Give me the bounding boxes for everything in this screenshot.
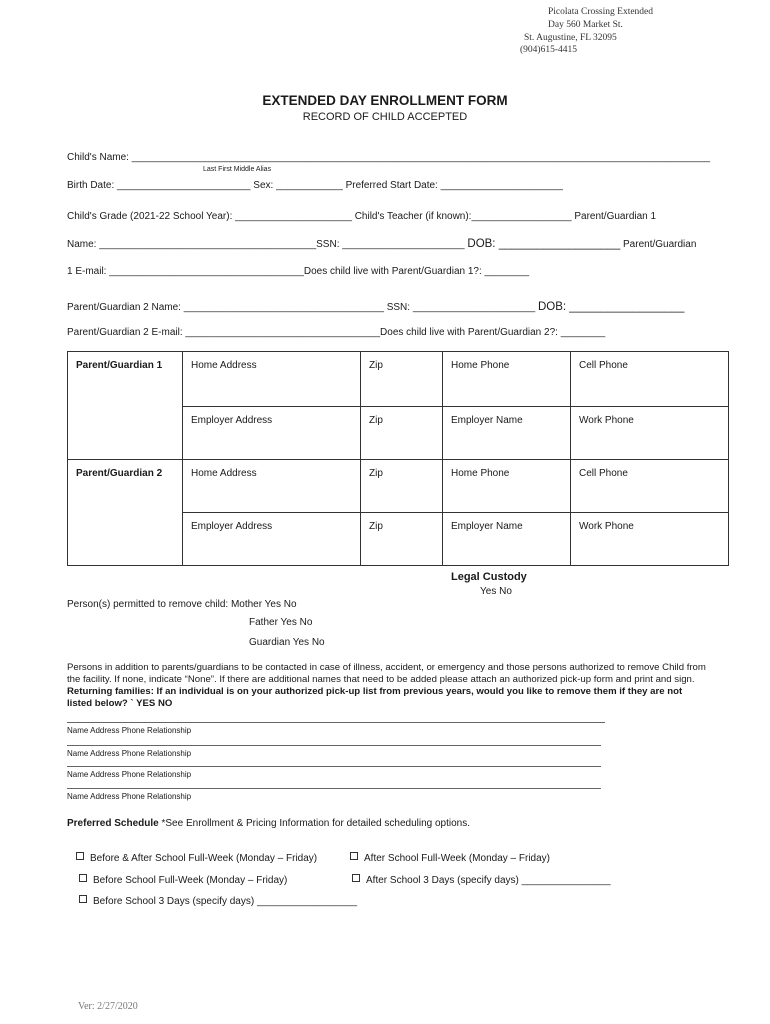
pg2-email-line[interactable]: Parent/Guardian 2 E-mail: ___________________________________Does child live with Parent/Guardian 2?: ________ xyxy=(67,327,606,338)
schedule-option-after-full[interactable] xyxy=(350,852,550,864)
schedule-option-before-3days[interactable] xyxy=(79,895,357,907)
contact-row-4-label: Name Address Phone Relationship xyxy=(67,792,192,801)
schedule-option-label: After School Full-Week (Monday – Friday) xyxy=(364,853,550,864)
checkbox-icon[interactable] xyxy=(79,895,87,903)
preferred-schedule-note: *See Enrollment & Pricing Information for detailed scheduling options. xyxy=(158,818,471,829)
contact-row-2-label: Name Address Phone Relationship xyxy=(67,749,192,758)
emergency-contacts-instructions xyxy=(67,662,707,710)
schedule-option-label: Before & After School Full-Week (Monday – Friday) xyxy=(90,853,318,864)
pg1-name-line[interactable] xyxy=(67,238,696,250)
schedule-option-after-3days[interactable] xyxy=(352,874,611,886)
pg2-home-zip-cell[interactable]: Zip xyxy=(361,460,443,513)
removal-father-line[interactable]: Father Yes No xyxy=(249,617,313,628)
pg1-employer-name-cell[interactable]: Employer Name xyxy=(443,407,571,460)
schedule-option-label: Before School 3 Days (specify days) __________________ xyxy=(93,896,358,907)
grade-line[interactable]: Child's Grade (2021-22 School Year): _____________________ Child's Teacher (if known):__________________ Parent/Guardian 1 xyxy=(67,211,657,222)
legal-custody-yes-no[interactable]: Yes No xyxy=(480,586,512,597)
pg1-label-cell: Parent/Guardian 1 xyxy=(68,352,183,460)
contact-line-1[interactable] xyxy=(67,722,605,723)
guardian-contact-table xyxy=(67,351,729,566)
pg2-home-phone-cell[interactable]: Home Phone xyxy=(443,460,571,513)
pg1-dob: DOB: ___________________ xyxy=(467,238,621,250)
address-line-1: Picolata Crossing Extended xyxy=(548,7,654,17)
checkbox-icon[interactable] xyxy=(350,852,358,860)
address-line-2: Day 560 Market St. xyxy=(548,20,623,30)
preferred-schedule-label: Preferred Schedule xyxy=(67,818,159,829)
pg2-home-address-cell[interactable]: Home Address xyxy=(183,460,361,513)
address-line-3: St. Augustine, FL 32095 xyxy=(524,33,617,43)
pg2-cell-phone-cell[interactable]: Cell Phone xyxy=(571,460,729,513)
address-line-4: (904)615-4415 xyxy=(520,45,577,55)
removal-mother-line[interactable]: Person(s) permitted to remove child: Mother Yes No xyxy=(67,599,297,610)
returning-families-question: Returning families: If an individual is on your authorized pick-up list from previous years, would you like to remove them if they are not listed below? ` YES NO xyxy=(67,686,683,709)
pg2-dob: DOB: __________________ xyxy=(537,301,685,313)
pg1-home-phone-cell[interactable]: Home Phone xyxy=(443,352,571,407)
checkbox-icon[interactable] xyxy=(76,852,84,860)
birth-date-line[interactable]: Birth Date: ________________________ Sex: ____________ Preferred Start Date: ______________________ xyxy=(67,180,563,191)
pg1-work-phone-cell[interactable]: Work Phone xyxy=(571,407,729,460)
contact-line-3[interactable] xyxy=(67,766,601,767)
instructions-text: Persons in addition to parents/guardians to be contacted in case of illness, accident, or emergency and those persons authorized to remove Child from the facility. If none, indicate “None”. If there are additional names that need to be added please attach an authorized pick-up form and print and sign. xyxy=(67,662,706,685)
pg1-continue: Parent/Guardian xyxy=(620,239,697,250)
child-name-field[interactable]: Child's Name: ________________________________________________________________________________________________________ xyxy=(67,152,711,163)
pg1-home-address-cell[interactable]: Home Address xyxy=(183,352,361,407)
schedule-option-before-after-full[interactable] xyxy=(76,852,317,864)
pg2-employer-zip-cell[interactable]: Zip xyxy=(361,513,443,566)
contact-row-1-label: Name Address Phone Relationship xyxy=(67,726,192,735)
pg2-name-line[interactable] xyxy=(67,301,684,313)
contact-row-3-label: Name Address Phone Relationship xyxy=(67,770,192,779)
pg2-employer-name-cell[interactable]: Employer Name xyxy=(443,513,571,566)
pg2-work-phone-cell[interactable]: Work Phone xyxy=(571,513,729,566)
page-subtitle: RECORD OF CHILD ACCEPTED xyxy=(302,111,468,123)
pg1-name-ssn: Name: _______________________________________SSN: ______________________ xyxy=(67,239,468,250)
pg2-employer-address-cell[interactable]: Employer Address xyxy=(183,513,361,566)
pg1-home-zip-cell[interactable]: Zip xyxy=(361,352,443,407)
schedule-option-label: After School 3 Days (specify days) ________________ xyxy=(366,875,611,886)
pg2-name-ssn: Parent/Guardian 2 Name: ____________________________________ SSN: ______________________ xyxy=(67,302,538,313)
contact-line-4[interactable] xyxy=(67,788,601,789)
version-footer: Ver: 2/27/2020 xyxy=(78,1001,138,1012)
checkbox-icon[interactable] xyxy=(352,874,360,882)
pg1-employer-zip-cell[interactable]: Zip xyxy=(361,407,443,460)
legal-custody-title: Legal Custody xyxy=(451,571,527,583)
checkbox-icon[interactable] xyxy=(79,874,87,882)
pg2-label-cell: Parent/Guardian 2 xyxy=(68,460,183,566)
schedule-option-before-full[interactable] xyxy=(79,874,287,886)
contact-line-2[interactable] xyxy=(67,745,601,746)
removal-guardian-line[interactable]: Guardian Yes No xyxy=(249,637,325,648)
pg1-cell-phone-cell[interactable]: Cell Phone xyxy=(571,352,729,407)
page-title: EXTENDED DAY ENROLLMENT FORM xyxy=(262,93,508,108)
pg1-employer-address-cell[interactable]: Employer Address xyxy=(183,407,361,460)
pg1-email-line[interactable]: 1 E-mail: ___________________________________Does child live with Parent/Guardian 1?: ________ xyxy=(67,266,530,277)
schedule-option-label: Before School Full-Week (Monday – Friday) xyxy=(93,875,288,886)
preferred-schedule-line xyxy=(67,818,470,829)
child-name-hint: Last First Middle Alias xyxy=(203,166,272,173)
